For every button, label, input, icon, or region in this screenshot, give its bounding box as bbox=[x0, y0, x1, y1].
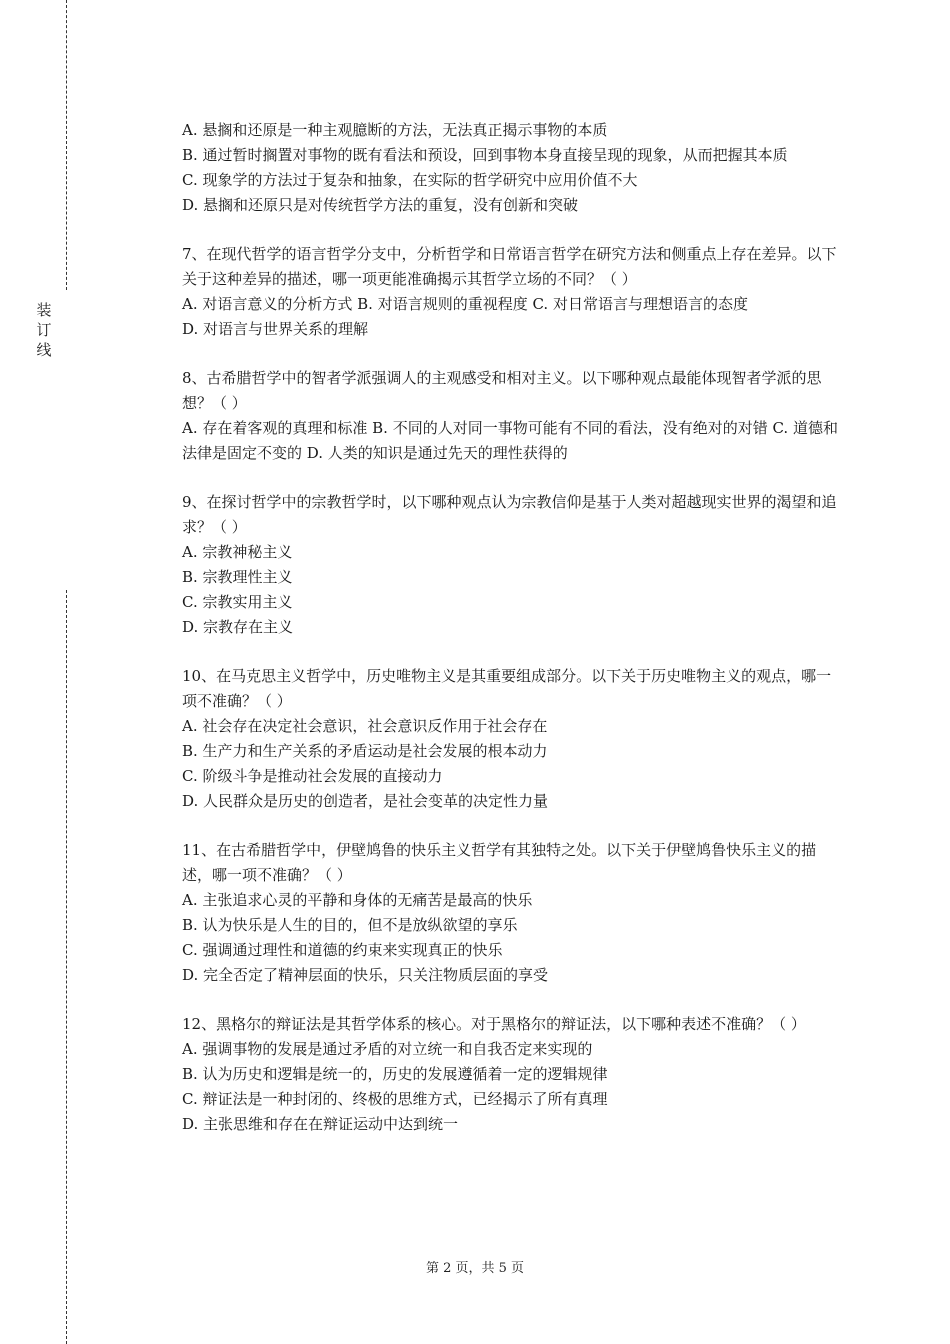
question-stem: 8、古希腊哲学中的智者学派强调人的主观感受和相对主义。以下哪种观点最能体现智者学派的思想？（ ） bbox=[182, 369, 822, 412]
option-b: B. 通过暂时搁置对事物的既有看法和预设，回到事物本身直接呈现的现象，从而把握其本质 bbox=[182, 146, 788, 164]
question-12 bbox=[182, 1012, 842, 1137]
option-c: C. 辩证法是一种封闭的、终极的思维方式，已经揭示了所有真理 bbox=[182, 1090, 608, 1108]
question-9 bbox=[182, 490, 842, 640]
option-c: C. 宗教实用主义 bbox=[182, 593, 293, 611]
binding-label bbox=[34, 300, 54, 360]
option-d: D. 悬搁和还原只是对传统哲学方法的重复，没有创新和突破 bbox=[182, 196, 579, 214]
binding-label-char: 装 bbox=[36, 301, 52, 319]
option-d: D. 人民群众是历史的创造者，是社会变革的决定性力量 bbox=[182, 792, 549, 810]
option-c: C. 强调通过理性和道德的约束来实现真正的快乐 bbox=[182, 941, 503, 959]
question-11 bbox=[182, 838, 842, 988]
question-stem: 10、在马克思主义哲学中，历史唯物主义是其重要组成部分。以下关于历史唯物主义的观点，哪一项不准确？（ ） bbox=[182, 667, 832, 710]
page-footer: 第 2 页，共 5 页 bbox=[425, 1261, 525, 1276]
option-b: B. 生产力和生产关系的矛盾运动是社会发展的根本动力 bbox=[182, 742, 548, 760]
option-a: A. 社会存在决定社会意识，社会意识反作用于社会存在 bbox=[182, 717, 548, 735]
option-d: D. 完全否定了精神层面的快乐，只关注物质层面的享受 bbox=[182, 966, 549, 984]
option-b: B. 认为快乐是人生的目的，但不是放纵欲望的享乐 bbox=[182, 916, 518, 934]
option-d: D. 主张思维和存在在辩证运动中达到统一 bbox=[182, 1115, 459, 1133]
option-a: A. 强调事物的发展是通过矛盾的对立统一和自我否定来实现的 bbox=[182, 1040, 593, 1058]
binding-line-bottom bbox=[66, 590, 67, 1344]
option-a: A. 悬搁和还原是一种主观臆断的方法，无法真正揭示事物的本质 bbox=[182, 121, 608, 139]
option-a: A. 主张追求心灵的平静和身体的无痛苦是最高的快乐 bbox=[182, 891, 533, 909]
option-d: D. 宗教存在主义 bbox=[182, 618, 294, 636]
option-b: B. 宗教理性主义 bbox=[182, 568, 293, 586]
binding-line-top bbox=[66, 0, 67, 290]
question-stem: 11、在古希腊哲学中，伊壁鸠鲁的快乐主义哲学有其独特之处。以下关于伊壁鸠鲁快乐主义的描述，哪一项不准确？（ ） bbox=[182, 841, 817, 884]
question-stem: 7、在现代哲学的语言哲学分支中，分析哲学和日常语言哲学在研究方法和侧重点上存在差异。以下关于这种差异的描述，哪一项更能准确揭示其哲学立场的不同？（ ） bbox=[182, 245, 837, 288]
options-abc: A. 对语言意义的分析方式 B. 对语言规则的重视程度 C. 对日常语言与理想语言的态度 bbox=[182, 295, 748, 313]
exam-content bbox=[182, 118, 842, 1137]
question-8 bbox=[182, 366, 842, 466]
question-stem: 9、在探讨哲学中的宗教哲学时，以下哪种观点认为宗教信仰是基于人类对超越现实世界的渴望和追求？（ ） bbox=[182, 493, 837, 536]
option-d: D. 对语言与世界关系的理解 bbox=[182, 320, 369, 338]
binding-label-char: 线 bbox=[36, 341, 52, 359]
option-b: B. 认为历史和逻辑是统一的，历史的发展遵循着一定的逻辑规律 bbox=[182, 1065, 608, 1083]
option-c: C. 阶级斗争是推动社会发展的直接动力 bbox=[182, 767, 443, 785]
option-c: C. 现象学的方法过于复杂和抽象，在实际的哲学研究中应用价值不大 bbox=[182, 171, 638, 189]
question-7 bbox=[182, 242, 842, 342]
binding-label-char: 订 bbox=[36, 321, 52, 339]
option-a: A. 宗教神秘主义 bbox=[182, 543, 293, 561]
options-abcd: A. 存在着客观的真理和标准 B. 不同的人对同一事物可能有不同的看法，没有绝对的对错 C. 道德和法律是固定不变的 D. 人类的知识是通过先天的理性获得的 bbox=[182, 419, 838, 462]
question-6-options bbox=[182, 118, 842, 218]
question-10 bbox=[182, 664, 842, 814]
question-stem: 12、黑格尔的辩证法是其哲学体系的核心。对于黑格尔的辩证法，以下哪种表述不准确？（ ） bbox=[182, 1015, 806, 1033]
